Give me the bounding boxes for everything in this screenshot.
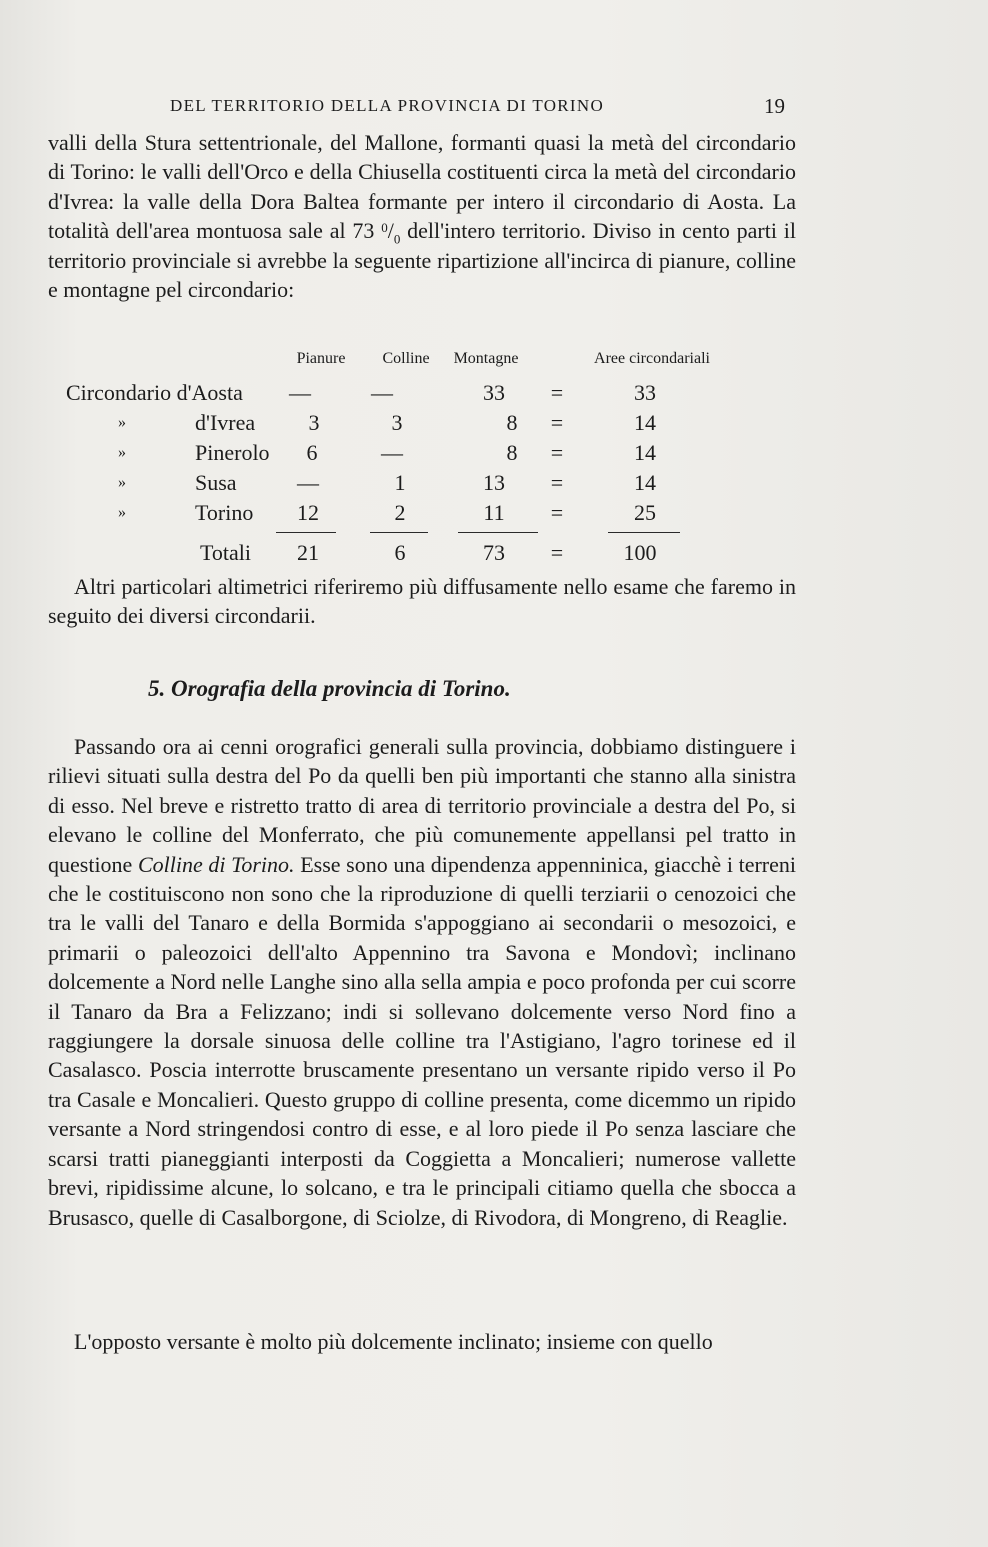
total-aree: 100: [623, 540, 657, 565]
total-rule-aree: [608, 532, 680, 533]
total-colline: 6: [394, 540, 406, 565]
cell-equals: =: [550, 500, 564, 525]
paragraph-opposite-slope: [48, 1327, 796, 1356]
cell-montagne: 8: [506, 440, 518, 465]
ditto-mark: »: [118, 414, 126, 431]
total-rule-colline: [370, 532, 428, 533]
section-heading-text: 5. Orografia della provincia di Torino.: [148, 676, 511, 701]
cell-colline: —: [371, 380, 393, 405]
cell-pianure: 3: [308, 410, 320, 435]
cell-montagne: 13: [483, 470, 505, 495]
cell-pianure: —: [289, 380, 311, 405]
row-label: d'Ivrea: [195, 410, 256, 435]
cell-pianure: 6: [306, 440, 318, 465]
cell-montagne: 33: [483, 380, 505, 405]
page-number: 19: [764, 94, 785, 118]
cell-equals: =: [550, 380, 564, 405]
table-row: [0, 410, 988, 440]
cell-pianure: 12: [297, 500, 319, 525]
colline-di-torino-italic: Colline di Torino.: [137, 851, 295, 877]
cell-equals: =: [550, 440, 564, 465]
table-row: [0, 440, 988, 470]
cell-equals: =: [550, 470, 564, 495]
table-totals-row: [0, 540, 988, 570]
cell-montagne: 8: [506, 410, 518, 435]
total-rule-pianure: [276, 532, 336, 533]
cell-aree: 14: [634, 470, 656, 495]
header-montagne: Montagne: [453, 350, 519, 367]
altimetric-table: [0, 344, 988, 570]
table-row: [0, 470, 988, 500]
running-header: [0, 92, 988, 118]
running-title: DEL TERRITORIO DELLA PROVINCIA DI TORINO: [170, 96, 605, 115]
percent-sign-denominator: 0: [393, 231, 401, 247]
cell-colline: 2: [394, 500, 406, 525]
cell-aree: 14: [634, 410, 656, 435]
header-pianure: Pianure: [296, 350, 346, 367]
table-row: [0, 380, 988, 410]
paragraph-orography-text: Passando ora ai cenni orografici generali sulla provincia, dobbiamo distinguere i rilievi situati sulla destra del Po da quelli ben più importanti che stanno alla sinistra di esso. Nel breve e ristretto tratto di area di territorio provinciale a destra del Po, si elevano le colline del Monferrato, che più comunemente appellansi pel tratto in questione: [48, 734, 796, 877]
cell-aree: 14: [634, 440, 656, 465]
header-aree-circondariali: Aree circondariali: [594, 350, 710, 367]
total-pianure: 21: [297, 540, 319, 565]
ditto-mark: »: [118, 444, 126, 461]
paragraph-opposite-slope-text: L'opposto versante è molto più dolcemente inclinato; insieme con quello: [74, 1329, 713, 1354]
paragraph-intro: [48, 128, 796, 304]
row-label: Torino: [195, 500, 254, 525]
cell-colline: —: [381, 440, 403, 465]
row-label: Circondario d'Aosta: [66, 380, 243, 405]
header-colline: Colline: [382, 350, 430, 367]
cell-pianure: —: [297, 470, 319, 495]
table-row: [0, 500, 988, 530]
total-equals: =: [550, 540, 564, 565]
cell-colline: 1: [394, 470, 406, 495]
cell-montagne: 11: [483, 500, 505, 525]
cell-colline: 3: [391, 410, 403, 435]
total-rule-montagne: [458, 532, 538, 533]
totals-label: Totali: [200, 540, 252, 565]
paragraph-altimetric-text: Altri particolari altimetrici riferiremo più diffusamente nello esame che faremo in seguito dei diversi circondarii.: [48, 574, 796, 629]
paragraph-intro-text-cont: dell'intero territorio. Diviso in cento parti il territorio provinciale si avrebbe la seguente ripartizione all'incirca di pianure, colline e montagne pel circondario:: [48, 218, 797, 303]
total-montagne: 73: [483, 540, 505, 565]
cell-equals: =: [550, 410, 564, 435]
percent-sign-numerator: 0: [381, 220, 388, 236]
cell-aree: 25: [634, 500, 656, 525]
row-label: Susa: [195, 470, 237, 495]
percent-sign-slash: /: [387, 218, 394, 244]
paragraph-orography-text-cont: Esse sono una dipendenza appenninica, giacchè i terreni che le costituiscono non sono che la riproduzione di quelli terziarii o cenozoici che tra le valli del Tanaro e della Bormida s'appoggiano ai secondarii o mesozoici, e primarii o paleozoici dell'alto Appennino tra Savona e Mondovì; inclinano dolcemente a Nord nelle Langhe sino alla sella ampia e poco profonda per cui scorre il Tanaro da Bra a Felizzano; indi si sollevano dolcemente verso Nord fino a raggiungere la dorsale sinuosa delle colline tra l'Astigiano, l'agro torinese ed il Casalasco. Poscia interrotte bruscamente presentano un versante ripido verso il Po tra Casale e Moncalieri. Questo gruppo di colline presenta, come dicemmo un ripido versante a Nord stringendosi contro di esse, e al loro piede il Po senza lasciare che scarsi tratti pianeggianti interposti da Coggietta a Moncalieri; numerose vallette brevi, ripidissime alcune, lo solcano, e tra le principali citiamo quella che sbocca a Brusasco, quelle di Casalborgone, di Sciolze, di Rivodora, di Mongreno, di Reaglie.: [48, 851, 797, 1230]
paragraph-intro-text: valli della Stura settentrionale, del Mallone, formanti quasi la metà del circondario di Torino: le valli dell'Orco e della Chiusella costituenti circa la metà del circondario d'Ivrea: la valle della Dora Baltea formante per intero il circondario di Aosta. La totalità dell'area montuosa sale al 73: [48, 130, 796, 244]
row-label: Pinerolo: [195, 440, 270, 465]
paragraph-orography: [48, 732, 796, 1232]
paragraph-altimetric: [48, 572, 796, 631]
cell-aree: 33: [634, 380, 656, 405]
ditto-mark: »: [118, 474, 126, 491]
ditto-mark: »: [118, 504, 126, 521]
